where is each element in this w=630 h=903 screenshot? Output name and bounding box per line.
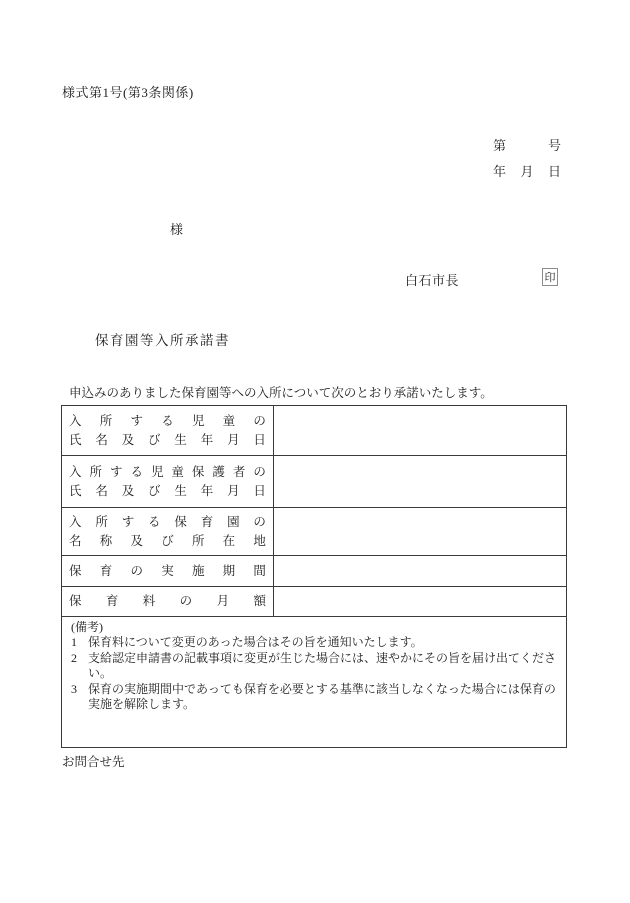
document-number-line (493, 135, 561, 154)
form-number: 様式第1号(第3条関係) (62, 85, 194, 100)
table-row-care-period (62, 556, 566, 587)
row-label-child-name: 入 所 す る 児 童 の 氏 名 及 び 生 年 月 日 (62, 406, 274, 455)
table-row-child-name (62, 406, 566, 456)
table-row-nursery-name (62, 508, 566, 556)
addressee-honorific: 様 (170, 222, 184, 237)
note-number: 2 (71, 650, 77, 665)
seal-label: 印 (544, 272, 556, 284)
row-value-nursery-name (274, 508, 566, 555)
note-item-1 (71, 635, 560, 650)
date-month-label: 月 (520, 164, 534, 179)
document-title: 保育園等入所承諾書 (95, 333, 230, 348)
sender-name: 白石市長 (405, 273, 460, 288)
row-label-monthly-fee: 保 育 料 の 月 額 (62, 587, 274, 616)
row-value-guardian-name (274, 456, 566, 507)
note-text: 支給認定申請書の記載事項に変更が生じた場合には、速やかにその旨を届け出てください。 (88, 650, 557, 681)
note-number: 3 (71, 681, 77, 696)
date-line (493, 161, 561, 180)
row-label-care-period: 保 育 の 実 施 期 間 (62, 556, 274, 586)
date-day-label: 日 (547, 164, 561, 179)
table-row-monthly-fee (62, 587, 566, 617)
seal-box (542, 268, 558, 286)
note-item-2 (71, 651, 560, 682)
intro-text: 申込みのありました保育園等への入所について次のとおり承諾いたします。 (69, 386, 493, 400)
row-value-child-name (274, 406, 566, 455)
contact-label: お問合せ先 (62, 755, 125, 769)
row-label-nursery-name: 入 所 す る 保 育 園 の 名 称 及 び 所 在 地 (62, 508, 274, 555)
note-text: 保育料について変更のあった場合はその旨を通知いたします。 (88, 635, 423, 650)
acceptance-table (61, 405, 567, 748)
note-text: 保育の実施期間中であっても保育を必要とする基準に該当しなくなった場合には保育の実施を解除します。 (88, 681, 556, 712)
notes-title: (備考) (71, 620, 103, 634)
doc-number-prefix: 第 (493, 138, 507, 153)
doc-number-suffix: 号 (547, 138, 561, 153)
row-label-guardian-name: 入 所 す る 児 童 保 護 者 の 氏 名 及 び 生 年 月 日 (62, 456, 274, 507)
row-value-care-period (274, 556, 566, 586)
note-item-3 (71, 682, 560, 713)
row-value-monthly-fee (274, 587, 566, 616)
table-row-guardian-name (62, 456, 566, 508)
date-year-label: 年 (493, 164, 507, 179)
notes-section (62, 617, 566, 747)
note-number: 1 (71, 635, 77, 650)
